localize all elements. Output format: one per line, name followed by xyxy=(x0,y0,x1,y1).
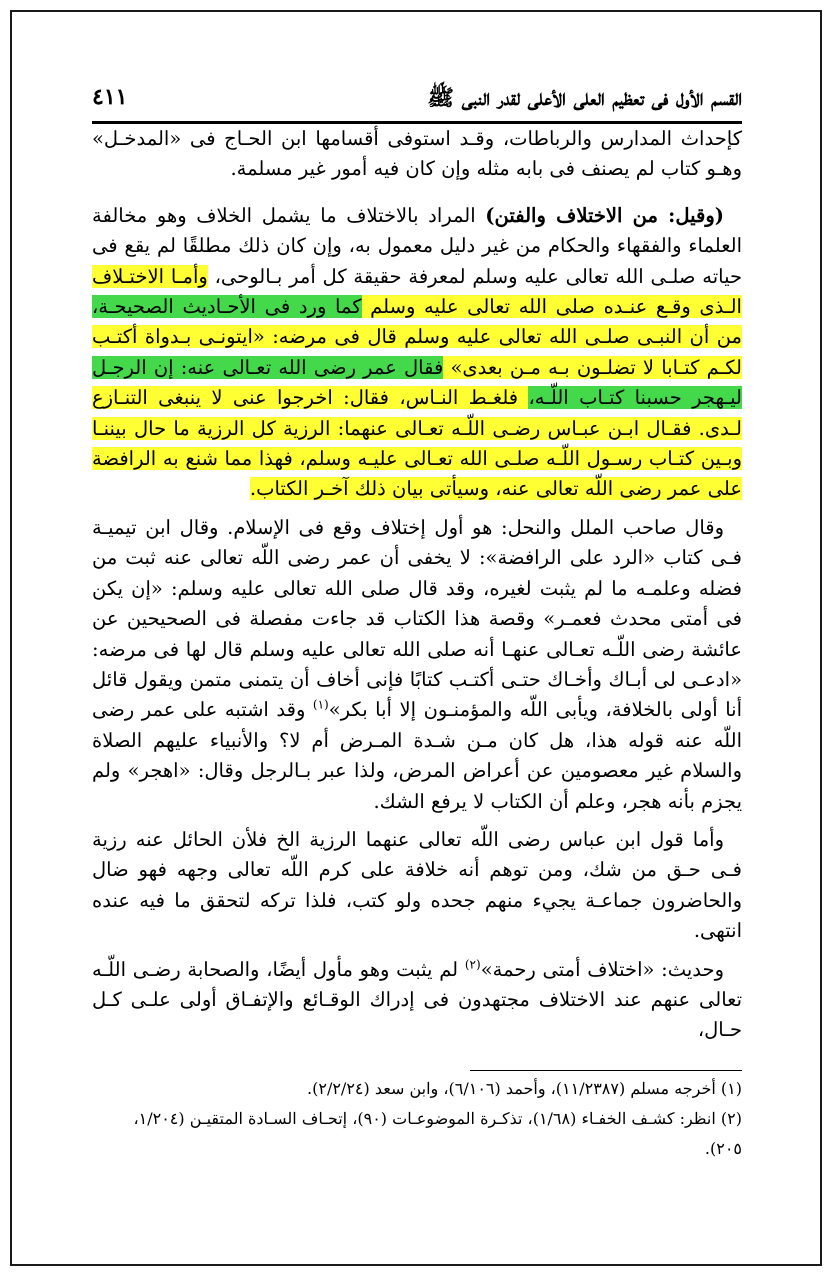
body-text xyxy=(92,124,742,1046)
highlight-yellow-3: فلغـط النـاس، فقال: اخرجوا عنى لا ينبغى التنـازع لـدى. فقـال ابـن عبـاس رضـى اللّـه تعـالى عنهما: الرزية كل الرزية ما حال بيننـا وبـين كتـاب رسـول اللّـه صلـى الله تعـالى عليـه وسلم، فهذا مما شنع به الرافضة على عمر رضى اللّه تعالى عنه، وسيأتى بيان ذلك آخـر الكتاب. xyxy=(92,386,742,501)
footnote-ref-2[interactable]: (٢) xyxy=(464,957,481,972)
highlight-yellow-1: وأمـا الاختـلاف الـذى وقـع عنـده صلى الله تعالى عليه وسلم xyxy=(92,264,742,319)
paragraph-1: كإحداث المدارس والرباطات، وقـد استوفى أقسامها ابن الحـاج فى «المدخـل» وهـو كتاب لم يصنف فى بابه مثله وإن كان فيه أمور غير مسلمة. xyxy=(92,127,742,181)
footnotes xyxy=(92,1074,742,1164)
paragraph-4: وأما قول ابن عباس رضى اللّه تعالى عنهما الرزية الخ فلأن الحائل عنه رزية فـى حـق من شك، ومن توهم أنه خلافة على كرم اللّه تعالى وجهه فهو ضال والحاضرون جماعـة يجيء منهم جحده ولو كتب، فلذا تركه لتحقق ما فيه عنده انتهى. xyxy=(92,827,742,943)
footnote-ref-1[interactable]: (١) xyxy=(312,697,329,712)
header-title: القسم الأول فى تعظيم العلى الأعلى لقدر النبى ﷺ xyxy=(427,85,742,111)
paragraph-2-text: المراد بالاختلاف ما يشمل الخلاف وهو مخالفة العلماء والفقهاء والحكام من غير دليل معمول به، وإن كان ذلك مطلقًا لم يقع فى حياته صلـى الله تعالى عليه وسلم لمعرفة حقيقة كل أمر بـالوحى، xyxy=(92,203,743,288)
paragraph-5 xyxy=(92,955,742,1046)
page-number: ٤١١ xyxy=(92,84,128,110)
footnote-1: (١) أخرجه مسلم (١١/٢٣٨٧)، وأحمد (٦/١٠٦)، وابن سعد (٢/٢/٢٤). xyxy=(307,1079,742,1098)
highlight-yellow-2: من أن النبـى صلـى الله تعالى عليه وسلم قال فى مرضه: «ايتونـى بـدواة أكتـب لكـم كتـابا لا تضلـون بـه مـن بعدى» xyxy=(92,325,742,379)
highlight-green-1: كما ورد فى الأحـاديث الصحيحـة، xyxy=(92,295,362,319)
paragraph-3 xyxy=(92,513,742,817)
footnote-2: (٢) انظر: كشـف الخفـاء (١/٦٨)، تذكـرة الموضوعـات (٩٠)، إتحـاف السـادة المتقيـن (١/٢٠٤، ٢٠٥). xyxy=(133,1109,742,1158)
highlight-green-2: فقال عمر رضى الله تعـالى عنه: إن الرجـل ليـهجر حسبنا كتـاب اللّـه، xyxy=(92,355,742,410)
paragraph-5-text: وحديث: «اختلاف أمتى رحمة» xyxy=(480,957,724,981)
running-header xyxy=(92,80,742,120)
paragraph-5-text-b: لم يثبت وهو مأول أيضًا، والصحابة رضـى اللّـه تعالى عنهم عند الاختلاف مجتهدون فى إدراك الوقـائع والإتفـاق أولى علـى كـل حـال، xyxy=(92,957,742,1042)
lemma-heading: (وقيل: من الاختلاف والفتن) xyxy=(485,203,724,227)
paragraph-3-text-b: وقد اشتبه على عمر رضى اللّه عنه قوله هذا، هل كان مـن شـدة المـرض أم لا؟ والأنبياء عليهم الصلاة والسلام غير معصومين عن أعراض المرض، ولذا عبر بـالرجل وقال: «اهجر» ولم يجزم بأنه هجر، وعلم أن الكتاب لا يرفع الشك. xyxy=(92,698,742,813)
paragraph-3-text: وقال صاحب الملل والنحل: هو أول إختلاف وقع فى الإسلام. وقال ابن تيميـة فـى كتاب «الرد على الرافضة»: لا يخفى أن عمر رضى اللّه تعالى عنه ثبت من فضله وعلمـه ما لم يثبت لغيره، وقد قال صلى الله تعالى عليه وسلم: «إن يكن فى أمتى محدث فعمـر» وقصة هذا الكتاب قد جاءت مفصلة فى الصحيحين عن عائشة رضى اللّـه تعـالى عنهـا أنه صلى الله تعالى عليه وسلم قال لها فى مرضه: «ادعـى لى أبـاك وأخـاك حتـى أكتـب كتابًا فإنى أخاف أن يتمنى متمن ويقول قائل أنا أولى بالخلافة، ويأبى اللّه والمؤمنـون إلا أبا بكر» xyxy=(92,515,742,722)
footnote-rule xyxy=(470,1070,742,1071)
paragraph-2 xyxy=(92,201,742,505)
